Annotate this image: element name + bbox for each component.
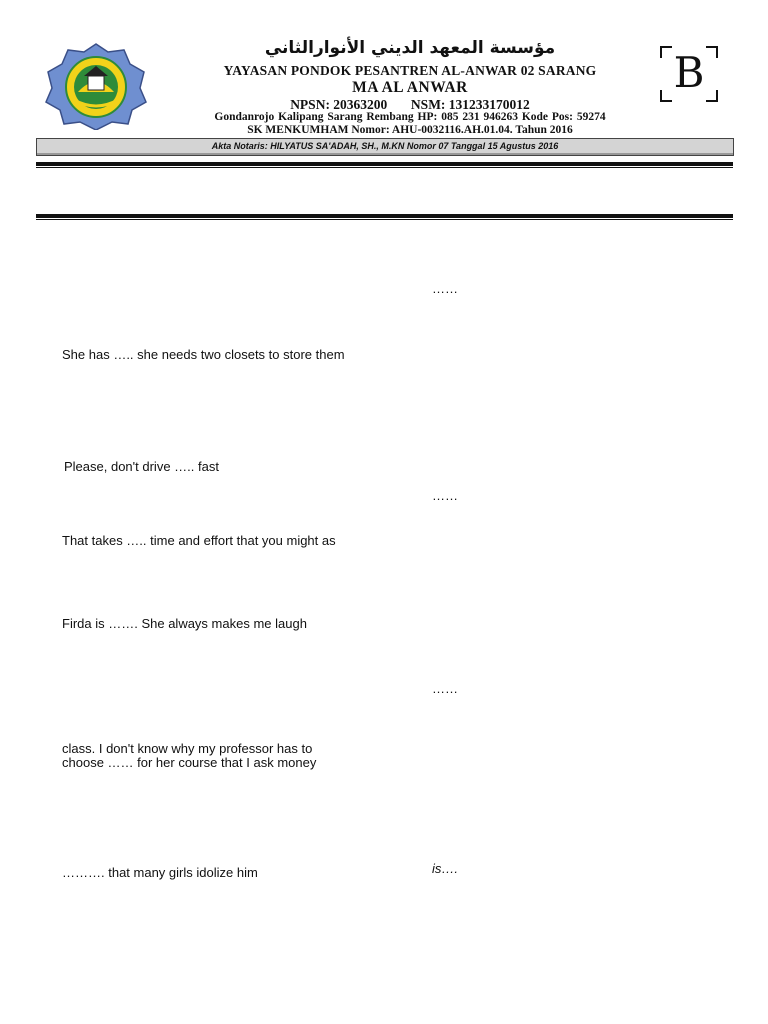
answer-blank: …… bbox=[432, 281, 458, 296]
question-text: Firda is ……. She always makes me laugh bbox=[62, 616, 307, 631]
brand-letter: B bbox=[673, 48, 705, 97]
question-text: ………. that many girls idolize him bbox=[62, 865, 258, 880]
school-logo bbox=[44, 42, 148, 130]
foundation-name: YAYASAN PONDOK PESANTREN AL-ANWAR 02 SARANG bbox=[223, 63, 597, 78]
answer-blank: is…. bbox=[432, 861, 458, 876]
question-text: class. I don't know why my professor has to choose …… for her course that I ask money bbox=[62, 741, 317, 770]
school-address: Gondanrojo Kalipang Sarang Rembang HP: 085 231 946263 Kode Pos: 59274 bbox=[214, 111, 606, 123]
title-rule bbox=[36, 214, 733, 218]
notaris-text: Akta Notaris: HILYATUS SA'ADAH, SH., M.KN Nomor 07 Tanggal 15 Agustus 2016 bbox=[211, 141, 559, 151]
answer-blank: …… bbox=[432, 681, 458, 696]
question-text: That takes ….. time and effort that you might as bbox=[62, 533, 336, 548]
answer-blank: …… bbox=[432, 488, 458, 503]
header-rule bbox=[36, 162, 733, 166]
notaris-bar bbox=[36, 138, 734, 156]
brand-mark bbox=[660, 46, 718, 102]
school-name: MA AL ANWAR bbox=[352, 79, 468, 96]
arabic-title: مؤسسة المعهد الديني الأنوارالثاني bbox=[264, 38, 556, 58]
question-text: She has ….. she needs two closets to store them bbox=[62, 347, 345, 362]
sk-menkumham: SK MENKUMHAM Nomor: AHU-0032116.AH.01.04. Tahun 2016 bbox=[247, 124, 573, 136]
npsn-nsm: NPSN: 20363200 NSM: 131233170012 bbox=[290, 97, 530, 112]
question-text: Please, don't drive ….. fast bbox=[64, 459, 219, 474]
